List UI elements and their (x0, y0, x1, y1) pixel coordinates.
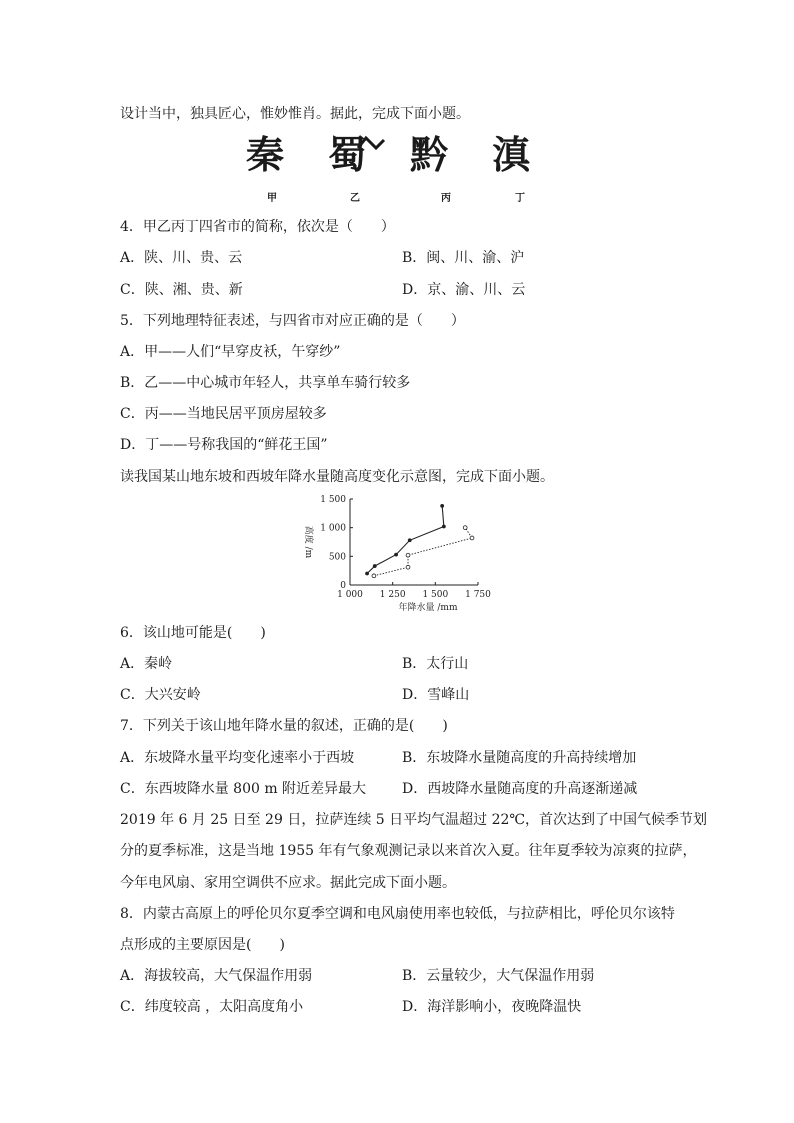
series-dotted-point (463, 526, 467, 530)
y-axis-label: 高度 /m (303, 525, 313, 559)
logo-label-jia: 甲 (267, 193, 277, 204)
series-dotted-point (372, 574, 376, 578)
q5-option-d: D．丁——号称我国的“鲜花王国” (120, 437, 328, 453)
q8-option-a: A．海拔较高，大气保温作用弱 (120, 968, 313, 984)
q5-option-a: A．甲——人们“早穿皮袄，午穿纱” (120, 344, 341, 360)
logo-label-ding: 丁 (515, 193, 525, 204)
x-tick-label: 1 750 (465, 590, 491, 600)
q6-stem: 6．该山地可能是( ) (120, 625, 266, 641)
passage-line-1: 2019 年 6 月 25 日至 29 日，拉萨连续 5 日平均气温超过 22℃，首次达到了中国气候季节划 (120, 812, 708, 828)
y-tick-label: 1 500 (320, 495, 346, 505)
intro-line: 设计当中，独具匠心，惟妙惟肖。据此，完成下面小题。 (120, 106, 470, 122)
series-solid-point (365, 572, 369, 576)
q6-option-a: A．秦岭 (120, 656, 173, 672)
q5-option-c: C．丙——当地民居平顶房屋较多 (120, 406, 327, 422)
series-solid-line (367, 506, 444, 574)
y-tick-label: 0 (340, 581, 346, 591)
q8-option-b: B．云量较少，大气保温作用弱 (402, 968, 595, 984)
q8-option-d: D．海洋影响小，夜晚降温快 (402, 999, 582, 1015)
q7-option-c: C．东西坡降水量 800 m 附近差异最大 (120, 781, 367, 797)
passage-line-3: 今年电风扇、家用空调供不应求。据此完成下面小题。 (120, 875, 456, 891)
series-dotted-point (470, 536, 474, 540)
q4-option-a: A．陕、川、贵、云 (120, 250, 243, 266)
q8-option-c: C．纬度较高 ，太阳高度角小 (120, 999, 304, 1015)
q7-option-b: B．东坡降水量随高度的升高持续增加 (402, 750, 637, 766)
logo-jia-glyph: 秦 (246, 134, 285, 176)
q6-option-b: B．太行山 (402, 656, 469, 672)
x-tick-label: 1 000 (337, 590, 363, 600)
series-dotted-point (406, 553, 410, 557)
logo-yi (328, 134, 384, 176)
q4-option-d: D．京、渝、川、云 (402, 282, 526, 298)
series-solid-point (442, 525, 446, 529)
chart-intro: 读我国某山地东坡和西坡年降水量随高度变化示意图，完成下面小题。 (120, 469, 554, 485)
q6-option-d: D．雪峰山 (402, 687, 470, 703)
logo-ding (492, 134, 533, 176)
q6-option-c: C．大兴安岭 (120, 687, 201, 703)
logo-yi-glyph: 蜀 (328, 134, 367, 176)
x-tick-label: 1 500 (422, 590, 449, 600)
x-axis-label: 年降水量 /mm (398, 603, 458, 613)
passage-line-2: 分的夏季标准，这是当地 1955 年有气象观测记录以来首次入夏。往年夏季较为凉爽的拉萨， (120, 843, 697, 859)
q4-stem: 4．甲乙丙丁四省市的简称，依次是（ ） (120, 219, 395, 235)
series-solid-point (408, 538, 412, 542)
q7-option-d: D．西坡降水量随高度的升高逐渐递减 (402, 781, 638, 797)
q8-stem-line-2: 点形成的主要原因是( ) (120, 937, 285, 953)
series-solid-point (440, 504, 444, 508)
logo-label-bing: 丙 (441, 193, 451, 204)
q7-option-a: A．东坡降水量平均变化速率小于西坡 (120, 750, 355, 766)
q4-option-b: B．闽、川、渝、沪 (402, 250, 525, 266)
q5-option-b: B．乙——中心城市年轻人，共享单车骑行较多 (120, 375, 411, 391)
precipitation-altitude-chart (290, 490, 500, 616)
x-tick-label: 1 250 (379, 590, 406, 600)
logo-label-yi: 乙 (350, 193, 360, 204)
series-solid-point (373, 564, 377, 568)
logo-bing-glyph: 黔 (410, 134, 449, 176)
y-tick-label: 1 000 (320, 523, 346, 534)
logo-bing (410, 134, 448, 176)
q7-stem: 7．下列关于该山地年降水量的叙述，正确的是( ) (120, 718, 448, 734)
y-tick-label: 500 (328, 552, 346, 563)
q8-stem-line-1: 8．内蒙古高原上的呼伦贝尔夏季空调和电风扇使用率也较低，与拉萨相比，呼伦贝尔该特 (120, 906, 675, 922)
q5-stem: 5．下列地理特征表述，与四省市对应正确的是（ ） (120, 313, 465, 329)
province-logos (246, 134, 548, 176)
q4-option-c: C．陕、湘、贵、新 (120, 282, 243, 298)
series-solid-point (394, 553, 398, 557)
series-dotted-point (406, 565, 410, 569)
logo-jia (246, 134, 284, 176)
logo-ding-glyph: 滇 (492, 134, 531, 176)
